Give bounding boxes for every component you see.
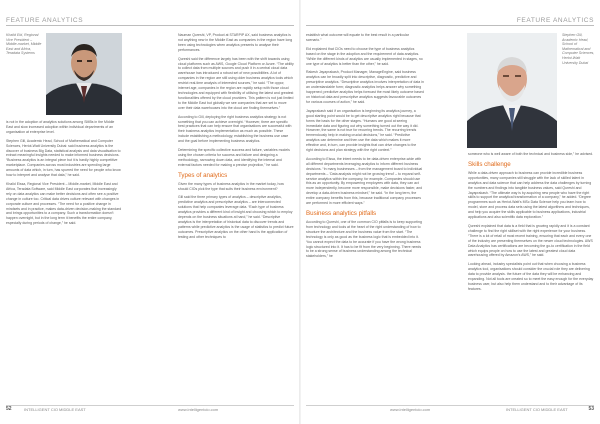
paragraph: Nauman Qureshi, VP, Product at STARPIP AX, said business analytics is not anything new in the Middle East as companies in the region have long been using technologies when analytics presents to analyse their performances. [178,33,293,52]
paragraph: Jayaprakash said if an organisation is beginning its analytics journey, a good starting point would be to get descriptive analytics right because that forms the basis for the other stages. “Humans are good at seeing immediate data and figuring out why something turned out the way it did. However, the same is not true for recurring trends. The recurring trends tremendously help in making crucial decisions,” he said. “Predictive analytics can determine and then use the data which makes it more effective and, in turn, can provide insights that can drive changes to the right decisions and plan strategy with the right context.” [306,108,421,153]
left-mid-column [178,33,294,244]
photo-caption: Khalid Eid, Regional Vice President – Middle-market, Middle East and Africa, Teradata Systems [6,33,42,56]
paragraph: someone who is well aware of both the technical and business side,” he advised. [468,152,594,156]
footer-publication: INTELLIGENT CIO MIDDLE EAST [506,407,568,412]
paragraph: Rakesh Jayaprakash, Product Manager, ManageEngine, said business analytics can be broadly split into descriptive, diagnostic, predictive and prescriptive analytics. “Descriptive analytics involves interpretation of data in an understandable form; diagnostic analytics helps answer why something happened; predictive analytics helps forecast the most likely outcome based on historical data and prescriptive analytics suggests favourable outcomes for various courses of action,” he said. [306,70,424,104]
paragraph: Gill said the three primary types of analytics – descriptive analytics, predictive analytics and prescriptive analytics – are interconnected solutions that help companies leverage data. “Each type of business analytics provides a different kind of insight and choosing which to employ depends on the business situations at hand,” he said. “Descriptive analytics is the interpretation of historical data to discover trends and patterns while predictive analytics is the usage of statistics to predict future outcomes. Prescriptive analytics on the other hand is the application of testing and other techniques to [178,195,294,239]
paragraph: Determining the specific collective success and failure, variables models using the chosen criteria for success and failure and designing a methodology, narrowing down data, and identifying the internal and external factors needed for making a precise projection,” he said. [178,148,290,167]
page-number: 52 [6,406,12,412]
section-tag: FEATURE ANALYTICS [516,17,594,24]
section-heading: Business analytics pitfalls [306,210,377,217]
page-number: 53 [588,406,594,412]
footer-rule [6,405,294,406]
right-second-column [468,152,594,296]
section-heading: Skills challenge [468,160,511,168]
paragraph: Qureshi explained that data is a field that is growing rapidly and it is a constant challenge to find the right skillset with the right experience for your business. “There is a lot of retail of most recent training, ensuring that each and every one of the industry are presenting themselves on the newer cloud technologies. AWS Data Analytics has certifications are becoming the go-to certification in the field which equips people on how to use the latest and greatest cloud data warehousing offered by Amazon's AWS,” he said. [468,223,593,258]
right-first-column [306,33,424,263]
person-photo-eid [46,33,122,115]
top-rule [306,25,594,26]
paragraph: Looking ahead, industry specialists point out that when choosing a business analytics tool, organisations should consider the crucial role they are delivering data to provide analysis. the future of the data they will be enhancing and expanding. Not all tools are created so to meet the easy enough for the everyday business user, but also help them understand and to their advantage of its features. [468,262,594,291]
paragraph: While a data-driven approach to business can provide incredible business opportunities, many companies still struggle with the lack of skilled talent in analytics and data science that can help address the data challenges by turning the numbers and findings into tangible business values, said Qureshi and Jayaprakash. “The ultimate way is by acquiring new people who have the right skills to support the analytical transformation of a company,” he added. “Degree programmes such as Heriot-Watt's MSc Data Science help you learn how to model, store and process data sets using the latest algorithms and techniques, and help you acquire the skills applicable to business applications, industrial applications and also scientific data exploration.” [468,170,592,220]
paragraph: is not in the adoption of analytics solutions among SMBs in the Middle East and slow increased adoption within individual departments of an organisation at enterprise level. [6,120,115,134]
paragraph: Khalid Eissa, Regional Vice President – Middle-market, Middle East and Africa, Teradata Software, said Middle East corporates that increasingly rely on data analytics can make better decisions and often see a positive change in culture too. Critical data drives culture relevant with changes in corporate culture and processes. “The need for a positive change in mindsets and in practice, makes data-driven decision-making the standard and brings opportunities to a company. Such a transformation doesn't happen overnight, but in the long term it benefits the entire company, especially during periods of change,” he said. [6,181,122,226]
photo-caption: Stephen Gill, Academic Head, School of Mathematical and Computer Sciences, Heriot-Watt University Dubai [562,33,595,65]
paragraph: Qureshi said the difference largely has been with the shift towards using cloud platforms such as AWS, Google Cloud Platform or Azure. “The ability to collect data from multiple sources and push it in a central cloud data warehouse has introduced a robust set of new possibilities. A lot of companies in the region are still using older business analytics tools which restrict real-time analysis of interested sources,” he said. “The oppor, internet age, companies in the region are rapidly setup with those cloud technologies and equipped with flexibility of utilising the latest and greatest functionalities offered by the cloud providers. This pattern is not just limited to the Middle East but globally we see companies that are set to move over their data warehouses into the cloud are finding themselves.” [178,56,294,110]
paragraph: Given the many types of business analytics in the market today, how should CIOs pick the type that suits their business environment? [178,181,284,191]
paragraph: Stephen Gill, Academic Head, School of Mathematical and Computer Sciences, Heriot-Watt University Dubai: said business analytics is the discover of business Big Data, statistical analysis and data visualisation to extract meaningful insights needed to make informed business decisions. “Business analytics is an integral piece but it is hardly highly competitive marketplace. Companies across most industries are spending large amounts of data which, in turn, has spurred the need for people who know how to interpret and analyse that data,” he said. [6,138,121,178]
paragraph: Eid explained that CIOs need to choose the type of business analytics based on the stage in the adoption and the requirement of data analytics. “While the different kinds of analytics are usually implemented in stages, no one type of analytics is better than the other,” he said. [306,46,423,66]
section-heading: Types of analytics [178,171,228,179]
footer-url: www.intelligentcio.com [390,407,431,412]
top-rule [6,25,294,26]
portrait-illustration [467,33,557,148]
person-photo-gill [467,33,557,148]
footer-publication: INTELLIGENT CIO MIDDLE EAST [24,407,86,412]
left-intro-column [6,120,122,230]
right-page [300,0,600,424]
section-tag: FEATURE ANALYTICS [6,17,84,24]
paragraph: According to Qureshi, one of the common CIO pitfalls is to keep supporting from technology and tools at the heart of the right understanding of how to structure the architecture and the business value from the start. “The technology is only as good as the business logic that is embedded into it. You cannot expect the data to be accurate if you have the wrong business logic structured into it. It has to be fit from the very beginning. There needs to be a strong sense of business understanding among the technical stakeholders,” he [306,220,422,259]
paragraph: establish what outcome will equate to the best result in a particular scenario.” [306,33,409,42]
footer-url: www.intelligentcio.com [178,407,219,412]
paragraph: According to Gill, deploying the right business analytics strategy is not something that you can achieve overnight. “However, there are specific best practices that can help ensure that organisations are successful with their business analytics implementation as much as possible. These include establishing a methodology, establishing the business use case and the goal before implementing business analytics. [178,114,292,144]
footer-rule [306,405,594,406]
portrait-illustration [46,33,122,115]
paragraph: According to Eissa, the intent needs to be data-driven enterprise-wide with all different departments leveraging analytics to inform different business decisions. “In many businesses – from the management board to individual departments – ‘Data analysis might not be growing trend’ – to expand self-service analytics within the company, for example. Companies should use this as an opportunity. By empowering employees with data, they can act more independently, become more responsible, make decisions faster, and develop a data-driven business mindset,” he said. “In the long term, the entire company benefits from this, because traditional company processes are performed in more efficient ways.” [306,156,423,206]
